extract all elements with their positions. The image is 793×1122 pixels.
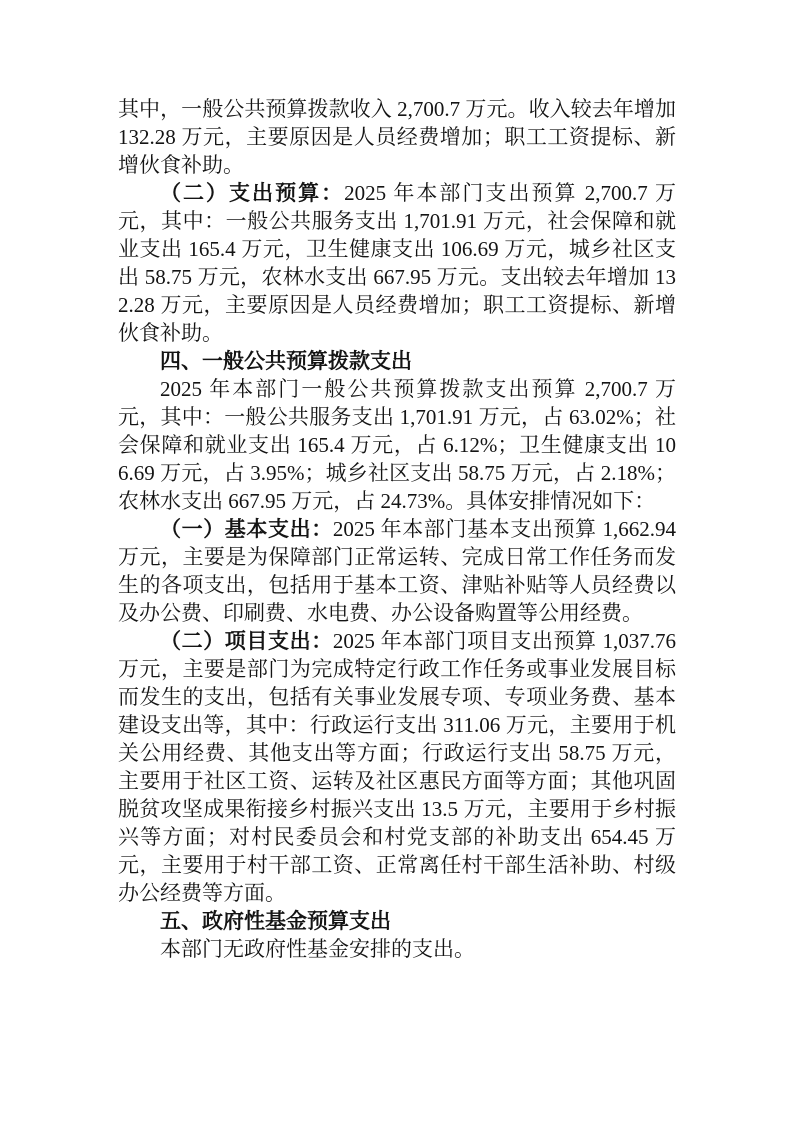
paragraph-income-continuation <box>118 95 676 179</box>
section-heading-5 <box>118 907 676 935</box>
paragraph-text: 2025 年本部门一般公共预算拨款支出预算 2,700.7 万元，其中：一般公共服务支出 1,701.91 万元，占 63.02%；社会保障和就业支出 165.4 万元，占 6.12%；卫生健康支出 106.69 万元，占 3.95%；城乡社区支出 58.75 万元，占 2.18%；农林水支出 667.95 万元，占 24.73%。具体安排情况如下： <box>118 377 676 513</box>
section-heading-text: 五、政府性基金预算支出 <box>160 909 391 933</box>
paragraph-project-expenditure <box>118 627 676 907</box>
paragraph-lead: （二）支出预算： <box>160 181 345 205</box>
paragraph-section-4-overview <box>118 375 676 515</box>
paragraph-lead: （二）项目支出： <box>160 629 333 653</box>
paragraph-text: 其中，一般公共预算拨款收入 2,700.7 万元。收入较去年增加 132.28 万元，主要原因是人员经费增加；职工工资提标、新增伙食补助。 <box>118 97 676 177</box>
paragraph-section-5-body <box>118 935 676 963</box>
paragraph-text: 本部门无政府性基金安排的支出。 <box>160 937 475 961</box>
paragraph-expenditure-budget <box>118 179 676 347</box>
section-heading-text: 四、一般公共预算拨款支出 <box>160 349 412 373</box>
paragraph-text: 2025 年本部门支出预算 2,700.7 万元，其中：一般公共服务支出 1,701.91 万元，社会保障和就业支出 165.4 万元，卫生健康支出 106.69 万元，城乡社区支出 58.75 万元，农林水支出 667.95 万元。支出较去年增加 132.28 万元，主要原因是人员经费增加；职工工资提标、新增伙食补助。 <box>118 181 677 345</box>
paragraph-text: 2025 年本部门项目支出预算 1,037.76 万元，主要是部门为完成特定行政工作任务或事业发展目标而发生的支出，包括有关事业发展专项、专项业务费、基本建设支出等，其中：行政运行支出 311.06 万元，主要用于机关公用经费、其他支出等方面；行政运行支出 58.75 万元，主要用于社区工资、运转及社区惠民方面等方面；其他巩固脱贫攻坚成果衔接乡村振兴支出 13.5 万元，主要用于乡村振兴等方面；对村民委员会和村党支部的补助支出 654.45 万元，主要用于村干部工资、正常离任村干部生活补助、村级办公经费等方面。 <box>118 629 677 905</box>
paragraph-lead: （一）基本支出： <box>160 517 333 541</box>
paragraph-text: 2025 年本部门基本支出预算 1,662.94 万元，主要是为保障部门正常运转、完成日常工作任务而发生的各项支出，包括用于基本工资、津贴补贴等人员经费以及办公费、印刷费、水电费、办公设备购置等公用经费。 <box>118 517 677 625</box>
section-heading-4 <box>118 347 676 375</box>
paragraph-basic-expenditure <box>118 515 676 627</box>
